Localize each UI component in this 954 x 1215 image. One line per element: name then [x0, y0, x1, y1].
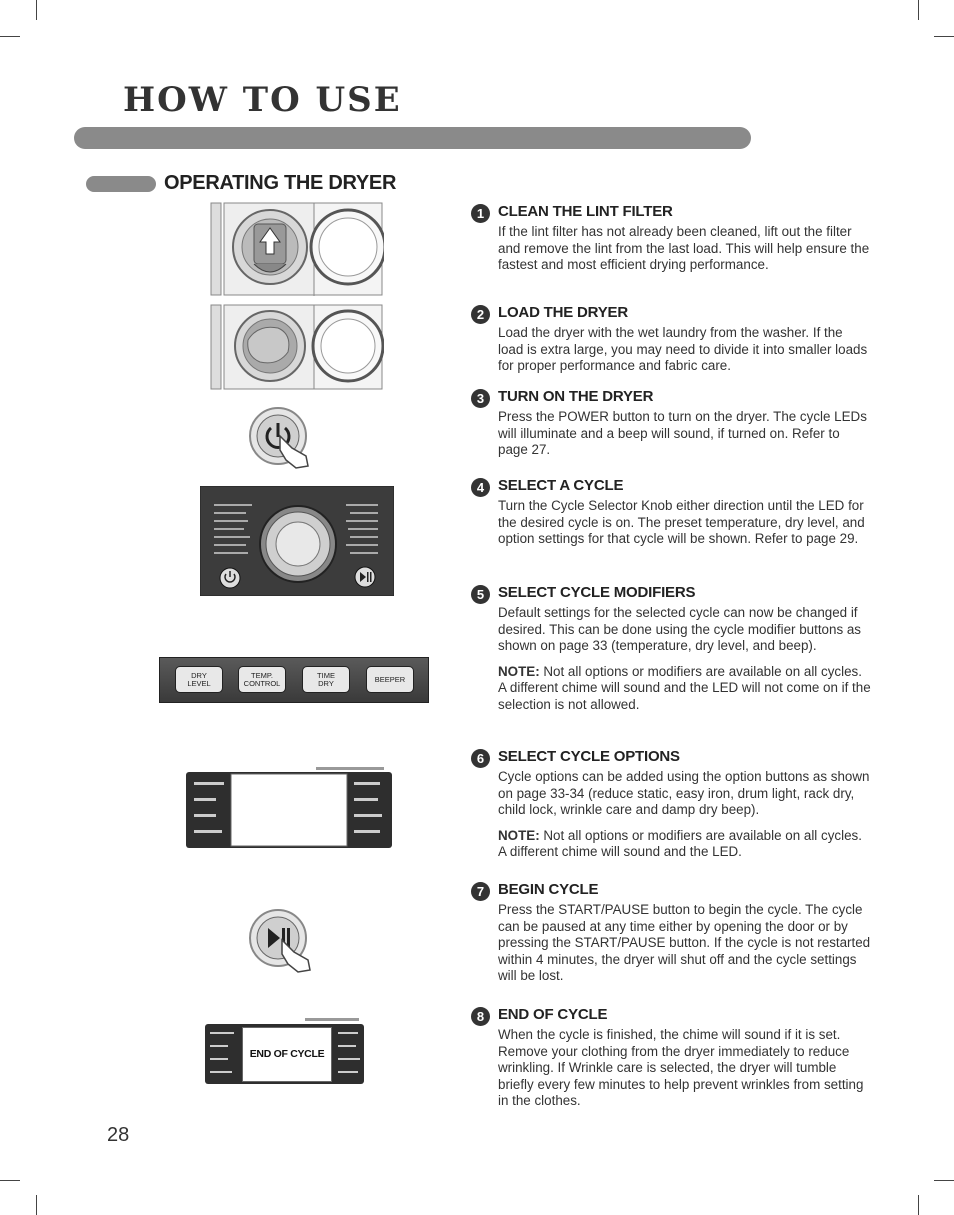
option-label: [338, 1045, 356, 1047]
step-number: 3: [471, 389, 490, 408]
header-bar: [74, 127, 751, 149]
option-label: [210, 1032, 234, 1034]
crop-mark: [918, 0, 919, 20]
step-7: [471, 881, 871, 985]
option-label: [338, 1032, 358, 1034]
panel-caption: [305, 1018, 359, 1021]
step-title: SELECT CYCLE MODIFIERS: [498, 584, 696, 601]
option-label: [210, 1058, 228, 1060]
step-note: [498, 828, 871, 861]
page-header-title: HOW TO USE: [123, 80, 402, 120]
step-text: Press the START/PAUSE button to begin the cycle. The cycle can be paused at any time either by opening the door or by pressing the START/PAUSE button. If the cycle is not restarted within 4 minutes, the dryer will shut off and the cycle settings will be lost.: [498, 902, 871, 984]
step-number: 1: [471, 204, 490, 223]
step-5: [471, 584, 871, 714]
option-label: [338, 1058, 360, 1060]
beeper-button[interactable]: [366, 666, 414, 693]
step-4: [471, 477, 871, 548]
step-number: 8: [471, 1007, 490, 1026]
crop-mark: [0, 36, 20, 37]
crop-mark: [0, 1180, 20, 1181]
cycle-selector-panel-illustration: [200, 486, 394, 596]
crop-mark: [934, 36, 954, 37]
step-text: Turn the Cycle Selector Knob either direction until the LED for the desired cycle is on. The preset temperature, dry level, and option settings for that cycle will be shown. Refer to page 29.: [498, 498, 865, 547]
crop-mark: [918, 1195, 919, 1215]
dry-level-button[interactable]: [175, 666, 223, 693]
step-1: [471, 203, 871, 274]
step-title: CLEAN THE LINT FILTER: [498, 203, 673, 220]
step-6: [471, 748, 871, 861]
dryer-load-illustration: [208, 304, 384, 390]
section-title: OPERATING THE DRYER: [164, 172, 397, 194]
step-8: [471, 1006, 871, 1110]
step-3: [471, 388, 871, 459]
time-dry-button[interactable]: [302, 666, 350, 693]
option-label: [210, 1071, 232, 1073]
step-number: 4: [471, 478, 490, 497]
option-buttons-panel-illustration: [186, 766, 392, 848]
end-of-cycle-display: END OF CYCLE: [242, 1027, 332, 1082]
end-of-cycle-panel: [205, 1018, 364, 1084]
temp-control-button[interactable]: [238, 666, 286, 693]
step-title: BEGIN CYCLE: [498, 881, 599, 898]
step-title: TURN ON THE DRYER: [498, 388, 654, 405]
page-number: 28: [107, 1124, 130, 1146]
note-text: Not all options or modifiers are available on all cycles. A different chime will sound and the LED will not come on if the selection is not allowed.: [498, 663, 871, 712]
step-text: If the lint filter has not already been cleaned, lift out the filter and remove the lint from the last load. This will help ensure the fastest and most efficient drying performance.: [498, 224, 870, 273]
power-button-illustration: [246, 406, 314, 470]
start-pause-button-illustration: [246, 908, 314, 974]
step-number: 7: [471, 882, 490, 901]
crop-mark: [36, 1195, 37, 1215]
step-title: SELECT CYCLE OPTIONS: [498, 748, 680, 765]
button-label: DRY: [318, 679, 334, 688]
step-text: Cycle options can be added using the option buttons as shown on page 33-34 (reduce static, easy iron, drum light, rack dry, child lock, wrinkle care and damp dry beep).: [498, 769, 870, 818]
button-label: BEEPER: [374, 675, 406, 684]
button-label: CONTROL: [243, 679, 281, 688]
button-label: TEMP.: [251, 671, 273, 680]
step-title: END OF CYCLE: [498, 1006, 608, 1023]
note-label: NOTE:: [498, 663, 540, 679]
button-label: TIME: [317, 671, 335, 680]
step-2: [471, 304, 871, 375]
step-number: 6: [471, 749, 490, 768]
option-label: [338, 1071, 358, 1073]
section-pill: [86, 176, 156, 192]
crop-mark: [934, 1180, 954, 1181]
step-text: Default settings for the selected cycle can now be changed if desired. This can be done using the cycle modifier buttons as shown on page 33 (temperature, dry level, and beep).: [498, 605, 861, 654]
step-note: [498, 664, 871, 714]
button-label: LEVEL: [187, 679, 211, 688]
step-text: Press the POWER button to turn on the dryer. The cycle LEDs will illuminate and a beep will sound, if turned on. Refer to page 27.: [498, 409, 867, 458]
option-label: [210, 1045, 228, 1047]
step-title: LOAD THE DRYER: [498, 304, 628, 321]
note-label: NOTE:: [498, 827, 540, 843]
step-title: SELECT A CYCLE: [498, 477, 624, 494]
step-number: 5: [471, 585, 490, 604]
crop-mark: [36, 0, 37, 20]
step-text: When the cycle is finished, the chime will sound if it is set. Remove your clothing from the dryer immediately to reduce wrinkling. If Wrinkle care is selected, the dryer will tumble briefly every few minutes to help prevent wrinkles from setting in the clothes.: [498, 1027, 864, 1109]
step-number: 2: [471, 305, 490, 324]
step-text: Load the dryer with the wet laundry from the washer. If the load is extra large, you may need to divide it into smaller loads for proper performance and fabric care.: [498, 325, 868, 374]
dryer-lint-filter-illustration: [208, 202, 384, 296]
button-label: DRY: [191, 671, 207, 680]
note-text: Not all options or modifiers are available on all cycles. A different chime will sound and the LED.: [498, 827, 862, 860]
modifier-buttons-strip: [159, 657, 429, 703]
